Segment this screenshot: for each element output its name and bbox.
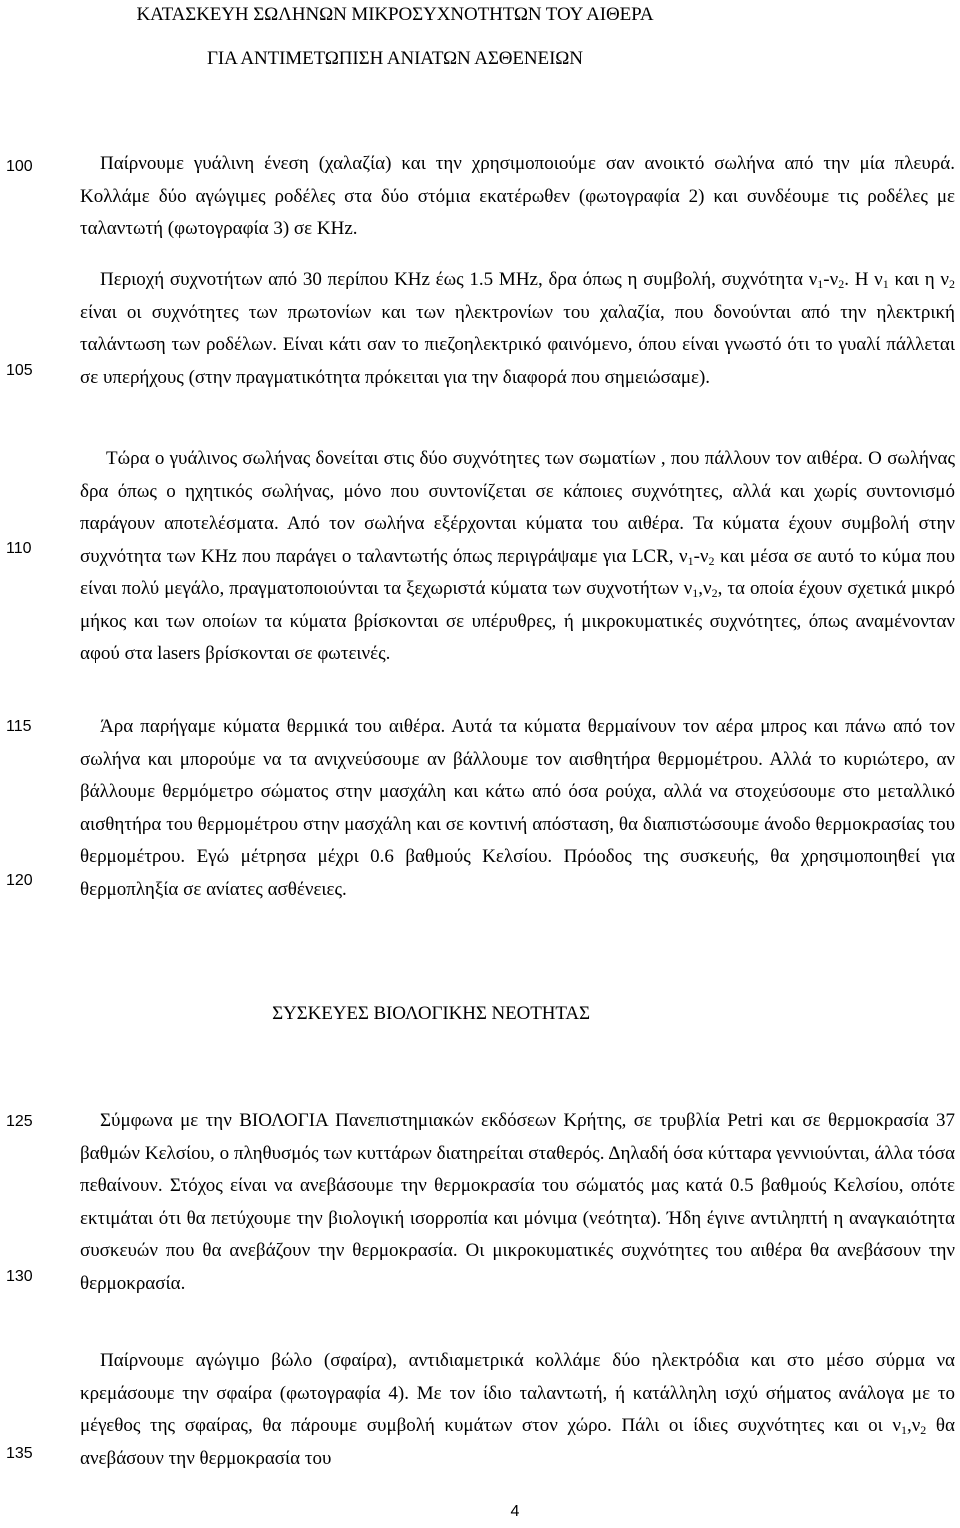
line-number: 110 [6, 540, 32, 557]
text-run: -ν [693, 545, 709, 567]
paragraph-6-text [80, 1345, 955, 1475]
paragraph-3-text [80, 443, 955, 671]
subscript: 1 [687, 553, 694, 568]
subscript: 2 [838, 277, 845, 291]
text-run: , τα οποία έχουν σχετικά μικρό μήκος και των οποίων τα κύματα βρίσκονται σε υπέρυθρες, ή μικροκυματικές συχνότητες, όπως αναμένονταν αφού στα lasers βρίσκονται σε φωτεινές. [80, 578, 956, 664]
line-number: 130 [6, 1268, 33, 1285]
text-run: Τώρα ο γυάλινος σωλήνας δονείται στις δύο συχνότητες των σωματίων , που πάλλουν τον αιθέρα. Ο σωλήνας δρα όπως ο ηχητικός σωλήνας, μόνο που συντονίζεται σε κάποιες συχνότητες, αλλά και χωρίς συντονισμό παράγουν αποτελέσματα. Από τον σωλήνα εξέρχονται κύματα του αιθέρα. Τα κύματα έχουν συμβολή στην συχνότητα των KHz που παράγει ο ταλαντωτής όπως περιγράψαμε για LCR, ν [80, 448, 955, 567]
line-number: 105 [6, 362, 33, 379]
line-number: 100 [6, 158, 33, 175]
subscript: 2 [920, 1423, 927, 1437]
text-run: . Η ν [844, 269, 883, 290]
subscript: 1 [900, 1423, 907, 1437]
line-number: 135 [6, 1445, 33, 1462]
text-run: ,ν [906, 1415, 921, 1436]
subscript: 1 [692, 586, 699, 600]
subscript: 1 [817, 277, 824, 291]
text-run: Παίρνουμε αγώγιμο βώλο (σφαίρα), αντιδιαμετρικά κολλάμε δύο ηλεκτρόδια και στο μέσο σύρμα να κρεμάσουμε την σφαίρα (φωτογραφία 4). Με τον ίδιο ταλαντωτή, ή κατάλληλη ισχύ σήματος ανάλογα με το μέγεθος της σφαίρας, θα πάρουμε συμβολή κυμάτων στον χώρο. Πάλι οι ίδιες συχνότητες και οι ν [80, 1350, 955, 1436]
paragraph-2 [80, 264, 955, 394]
paragraph-6 [80, 1345, 955, 1475]
document-title-line-1: ΚΑΤΑΣΚΕΥΗ ΣΩΛΗΝΩΝ ΜΙΚΡΟΣΥΧΝΟΤΗΤΩΝ ΤΟΥ ΑΙΘΕΡΑ [136, 4, 654, 25]
paragraph-2-text [80, 264, 955, 394]
paragraph-1-text: Παίρνουμε γυάλινη ένεση (χαλαζία) και την χρησιμοποιούμε σαν ανοικτό σωλήνα από την μία πλευρά. Κολλάμε δύο αγώγιμες ροδέλες στα δύο στόμια εκατέρωθεν (φωτογραφία 2) και συνδέουμε τις ροδέλες με ταλαντωτή (φωτογραφία 3) σε KHz. [80, 153, 955, 239]
paragraph-4-text: Άρα παρήγαμε κύματα θερμικά του αιθέρα. Αυτά τα κύματα θερμαίνουν τον αέρα μπρος και πάνω από τον σωλήνα και μπορούμε να τα ανιχνεύσουμε αν βάλλουμε τον αισθητήρα θερμομέτρου. Αλλά το κυριώτερο, αν βάλλουμε θερμόμετρο σώματος στην μασχάλη και κάτω από όσα ρούχα, αλλά να στοχεύσουμε στο μεταλλικό αισθητήρα του θερμομέτρου στην μασχάλη και σε κοντινή απόσταση, θα διαπιστώσουμε άνοδο θερμοκρασίας του θερμομέτρου. Εγώ μέτρησα μέχρι 0.6 βαθμούς Κελσίου. Πρόοδος της συσκευής, θα χρησιμοποιηθεί για θερμοπληξία σε ανίατες ασθένειες. [80, 716, 955, 900]
paragraph-3 [80, 443, 955, 671]
subscript: 2 [949, 277, 956, 291]
subscript: 1 [882, 277, 889, 291]
paragraph-4 [80, 711, 955, 906]
section-heading: ΣΥΣΚΕΥΕΣ ΒΙΟΛΟΓΙΚΗΣ ΝΕΟΤΗΤΑΣ [272, 1003, 590, 1024]
line-number: 120 [6, 872, 33, 889]
text-run: ,ν [698, 578, 712, 599]
paragraph-5 [80, 1105, 955, 1300]
paragraph-5-text: Σύμφωνα με την ΒΙΟΛΟΓΙΑ Πανεπιστημιακών εκδόσεων Κρήτης, σε τρυβλία Petri και σε θερμοκρασία 37 βαθμών Κελσίου, ο πληθυσμός των κυττάρων διατηρείται σταθερός. Δηλαδή όσα κύτταρα γεννιούνται, άλλα τόσα πεθαίνουν. Στόχος είναι να ανεβάσουμε την θερμοκρασία του σώματός μας κατά 0.5 βαθμούς Κελσίου, οπότε εκτιμάται ότι θα πετύχουμε την βιολογική ισορροπία και μόνιμα (νεότητα). Ήδη έγινε αντιληπτή η αναγκαιότητα συσκευών που θα ανεβάζουν την θερμοκρασία. Οι μικροκυματικές συχνότητες του αιθέρα θα ανεβάσουν την θερμοκρασία. [80, 1110, 955, 1294]
text-run: και μέσα σε αυτό το κύμα που είναι πολύ μεγάλο, πραγματοποιούνται τα ξεχωριστά κύματα των συχνοτήτων ν [80, 545, 956, 599]
text-run: θα ανεβάσουν την θερμοκρασία του [80, 1415, 955, 1469]
document-title-line-2: ΓΙΑ ΑΝΤΙΜΕΤΩΠΙΣΗ ΑΝΙΑΤΩΝ ΑΣΘΕΝΕΙΩΝ [207, 48, 583, 69]
subscript: 2 [708, 553, 715, 568]
text-run: είναι οι συχνότητες των πρωτονίων και των ηλεκτρονίων του χαλαζία, που δονούνται από την ηλεκτρική ταλάντωση των ροδέλων. Είναι κάτι σαν το πιεζοηλεκτρικό φαινόμενο, όπου είναι γνωστό ότι το γυαλί πάλλεται σε υπερήχους (στην πραγματικότητα πρόκειται για την διαφορά που σημειώσαμε). [80, 301, 955, 388]
line-number: 115 [6, 718, 32, 735]
text-run: και η ν [888, 269, 950, 290]
text-run: Περιοχή συχνοτήτων από 30 περίπου KHz έως 1.5 MHz, δρα όπως η συμβολή, συχνότητα ν [100, 269, 818, 290]
line-number: 125 [6, 1113, 33, 1130]
text-run: -ν [823, 269, 839, 290]
paragraph-1 [80, 148, 955, 246]
subscript: 2 [711, 586, 718, 600]
page-number: 4 [510, 1503, 520, 1520]
